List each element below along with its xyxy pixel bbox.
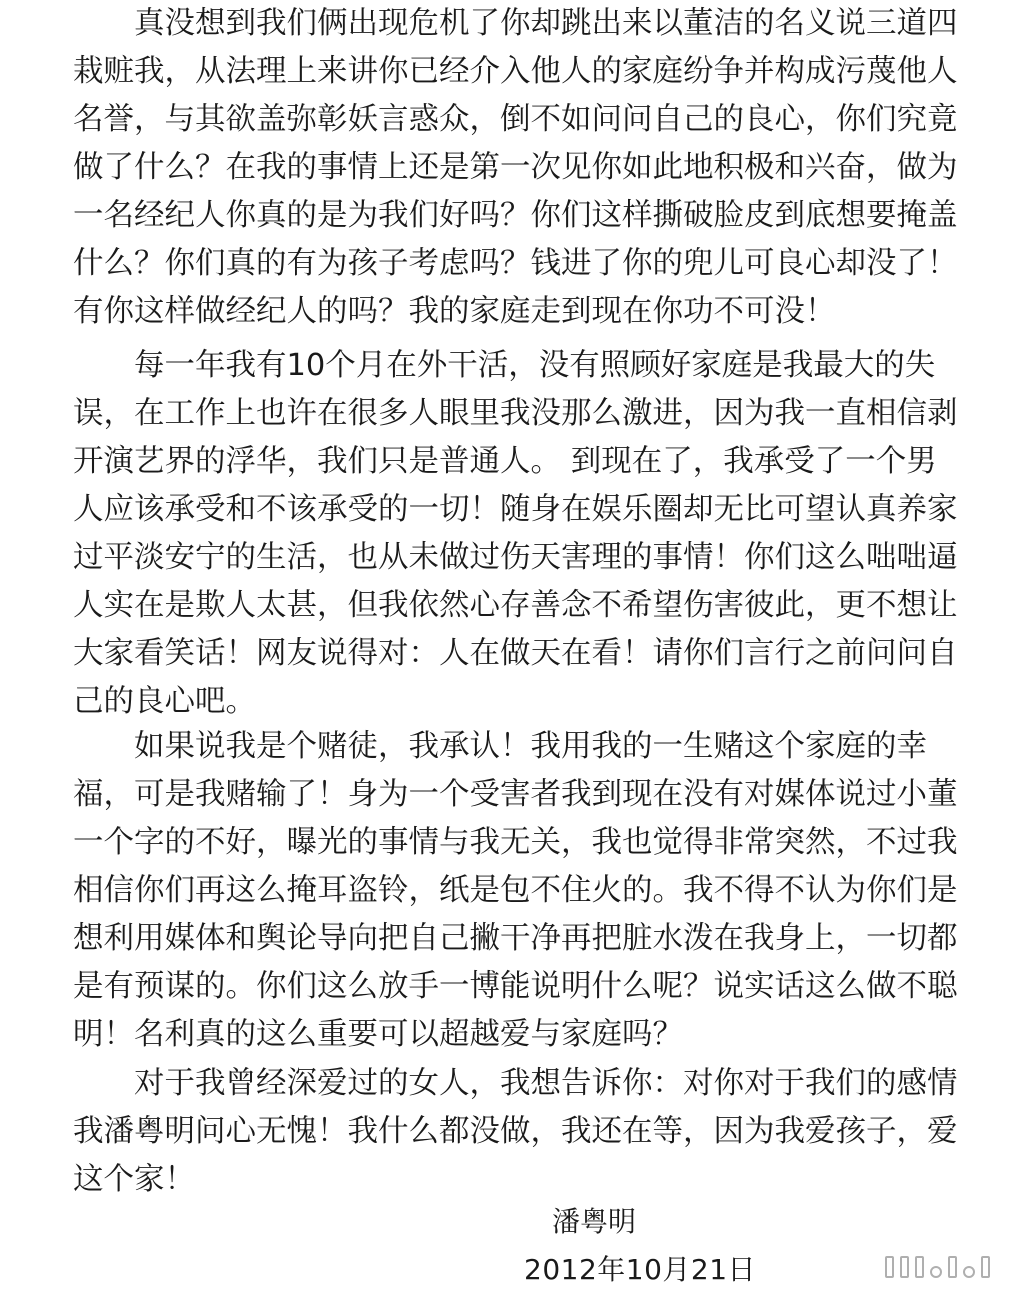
letter-line: 福，可是我赌输了！身为一个受害者我到现在没有对媒体说过小董 <box>73 777 958 812</box>
letter-line: 有你这样做经纪人的吗？我的家庭走到现在你功不可没！ <box>73 294 836 329</box>
letter-line: 误，在工作上也许在很多人眼里我没那么激进，因为我一直相信剥 <box>73 396 958 431</box>
letter-line: 人实在是欺人太甚，但我依然心存善念不希望伤害彼此，更不想让 <box>73 588 958 623</box>
letter-line: 相信你们再这么掩耳盗铃，纸是包不住火的。我不得不认为你们是 <box>73 873 958 908</box>
watermark-bar <box>900 1256 909 1278</box>
letter-line: 栽赃我，从法理上来讲你已经介入他人的家庭纷争并构成污蔑他人 <box>73 54 958 89</box>
letter-line: 过平淡安宁的生活，也从未做过伤天害理的事情！你们这么咄咄逼 <box>73 540 958 575</box>
signature-name: 潘粤明 <box>552 1205 637 1238</box>
letter-line: 什么？你们真的有为孩子考虑吗？钱进了你的兜儿可良心却没了！ <box>73 246 958 281</box>
letter-line: 如果说我是个赌徒，我承认！我用我的一生赌这个家庭的幸 <box>73 729 927 764</box>
letter-line: 己的良心吧。 <box>73 684 256 719</box>
signature-date: 2012年10月21日 <box>524 1253 757 1286</box>
letter-line: 是有预谋的。你们这么放手一博能说明什么呢？说实话这么做不聪 <box>73 969 958 1004</box>
watermark-bar <box>981 1256 990 1278</box>
watermark-bar <box>885 1256 894 1278</box>
watermark-dot <box>930 1266 942 1278</box>
letter-line: 大家看笑话！网友说得对：人在做天在看！请你们言行之前问问自 <box>73 636 958 671</box>
letter-line: 对于我曾经深爱过的女人，我想告诉你：对你对于我们的感情 <box>73 1066 958 1101</box>
letter-line: 真没想到我们俩出现危机了你却跳出来以董洁的名义说三道四 <box>73 6 958 41</box>
letter-line: 做了什么？在我的事情上还是第一次见你如此地积极和兴奋，做为 <box>73 150 958 185</box>
letter-line: 一个字的不好，曝光的事情与我无关，我也觉得非常突然，不过我 <box>73 825 958 860</box>
letter-line: 我潘粤明问心无愧！我什么都没做，我还在等，因为我爱孩子，爱 <box>73 1114 958 1149</box>
letter-line: 一名经纪人你真的是为我们好吗？你们这样撕破脸皮到底想要掩盖 <box>73 198 958 233</box>
letter-line: 想利用媒体和舆论导向把自己撇干净再把脏水泼在我身上，一切都 <box>73 921 958 956</box>
watermark-bar <box>915 1256 924 1278</box>
letter-line: 人应该承受和不该承受的一切！随身在娱乐圈却无比可望认真养家 <box>73 492 958 527</box>
watermark-bar <box>948 1256 957 1278</box>
letter-line: 这个家！ <box>73 1162 195 1197</box>
letter-line: 明！名利真的这么重要可以超越爱与家庭吗？ <box>73 1017 683 1052</box>
bars-and-dots-watermark-icon <box>885 1256 990 1278</box>
letter-line: 每一年我有10个月在外干活，没有照顾好家庭是我最大的失 <box>73 348 936 383</box>
letter-line: 开演艺界的浮华，我们只是普通人。 到现在了，我承受了一个男 <box>73 444 937 479</box>
letter-line: 名誉，与其欲盖弥彰妖言惑众，倒不如问问自己的良心，你们究竟 <box>73 102 958 137</box>
watermark-dot <box>963 1266 975 1278</box>
